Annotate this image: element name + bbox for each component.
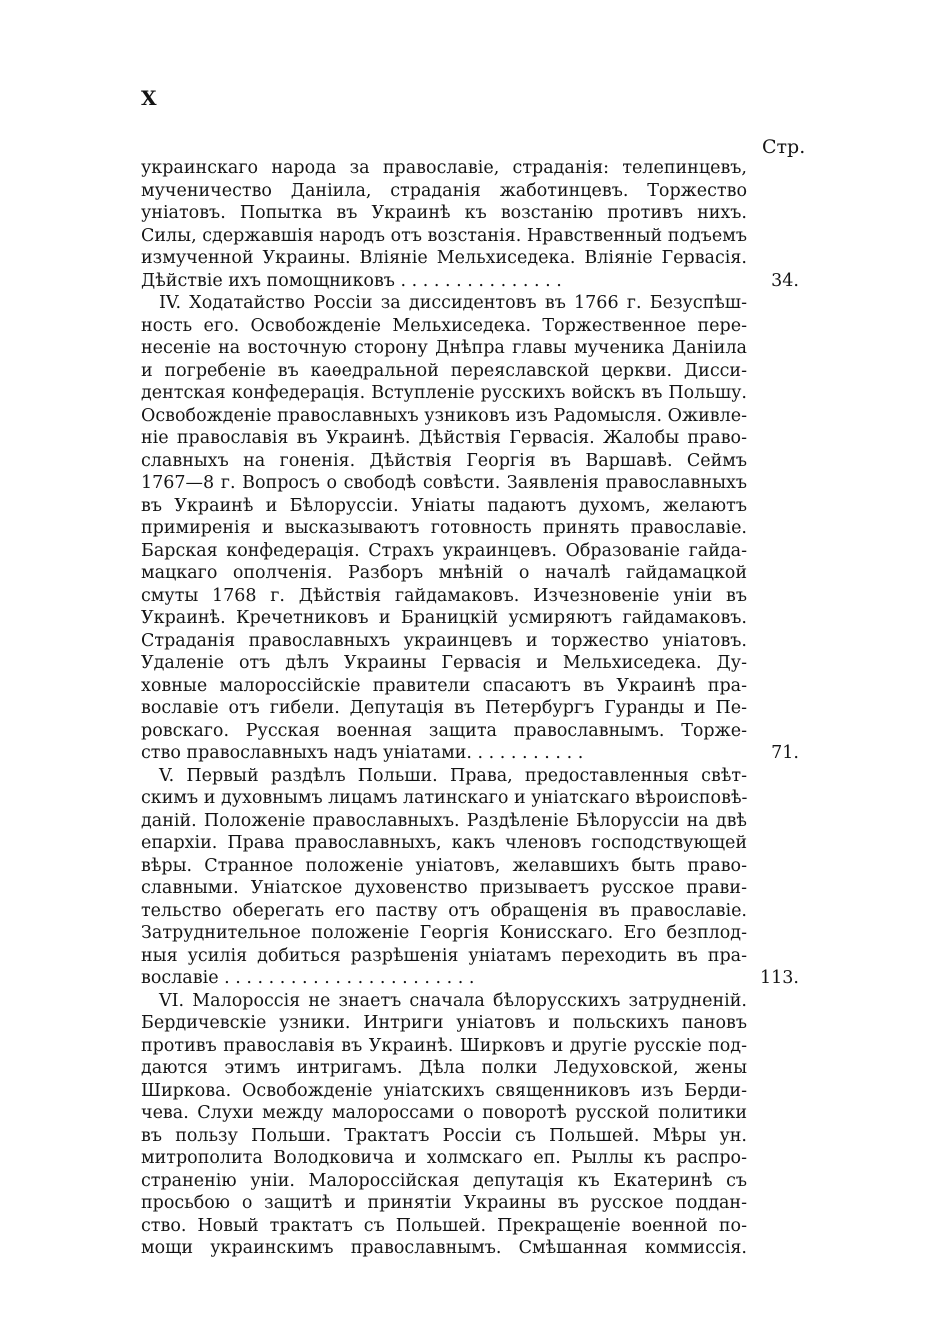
toc-line: уніатовъ. Попытка въ Украинѣ къ возстанію противъ нихъ.	[141, 203, 747, 223]
toc-page-number: 113.	[760, 968, 799, 988]
toc-line: ность его. Освобожденіе Мельхиседека. Торжественное пере-	[141, 315, 747, 336]
toc-entry-chapter-vi	[141, 990, 799, 1260]
toc-line: въ пользу Польши. Трактатъ Россіи съ Польшей. Мѣры ун.	[141, 1125, 747, 1146]
toc-line: тельство оберегать его паству отъ обращенія въ православіе.	[141, 900, 747, 921]
toc-line-text: IV. Ходатайство Россіи за диссидентовъ въ 1766 г. Безуспѣш-	[159, 293, 747, 313]
toc-line: ровскаго. Русская военная защита православнымъ. Торже-	[141, 720, 747, 741]
toc-line: даются этимъ интригамъ. Дѣла полки Ледуховской, жены	[141, 1058, 747, 1078]
toc-entry-chapter-iv	[141, 292, 799, 765]
toc-line: славными. Уніатское духовенство призываетъ русское прави-	[141, 878, 747, 898]
toc-line: вославіе отъ гибели. Депутація въ Петербургъ Гуранды и Пе-	[141, 698, 747, 718]
toc-line: украинскаго народа за православіе, страданія: телепинцевъ,	[141, 158, 747, 178]
toc-line: Дѣйствіе ихъ помощниковъ . . . . . . . . . . . . . . .	[141, 270, 562, 291]
toc-line: примиренія и высказываютъ готовность принять православіе.	[141, 518, 747, 538]
toc-line: измученной Украины. Вліяніе Мельхиседека. Вліяніе Гервасія.	[141, 248, 747, 268]
toc-line: Удаленіе отъ дѣлъ Украины Гервасія и Мельхиседека. Ду-	[141, 653, 747, 673]
toc-line	[141, 765, 747, 788]
toc-line: противъ православія въ Украинѣ. Ширковъ и другіе русскіе под-	[141, 1035, 747, 1056]
toc-line: митрополита Володковича и холмскаго еп. Рыллы къ распро-	[141, 1148, 747, 1168]
toc-line: епархіи. Права православныхъ, какъ членовъ господствующей	[141, 833, 747, 853]
table-of-contents	[141, 157, 799, 1260]
toc-line: ство православныхъ надъ уніатами. . . . . . . . . . .	[141, 743, 584, 763]
toc-line: страненію уніи. Малороссійская депутація къ Екатеринѣ съ	[141, 1170, 747, 1191]
toc-line-text: VI. Малороссія не знаетъ сначала бѣлорусскихъ затрудненій.	[159, 990, 747, 1011]
toc-line: Украинѣ. Кречетниковъ и Браницкій усмиряютъ гайдамаковъ.	[141, 608, 747, 628]
toc-line: Затруднительное положеніе Георгія Конисскаго. Его безплод-	[141, 923, 747, 943]
toc-line: вѣры. Странное положеніе уніатовъ, желавшихъ быть право-	[141, 855, 747, 876]
toc-line: Страданія православныхъ украинцевъ и торжество уніатовъ.	[141, 630, 747, 651]
toc-line: вославіе . . . . . . . . . . . . . . . . . . . . . . .	[141, 968, 475, 988]
toc-line: ховные малороссійскіе правители спасаютъ въ Украинѣ пра-	[141, 675, 747, 696]
toc-line: ныя усилія добиться разрѣшенія уніатамъ переходить въ пра-	[141, 945, 747, 966]
toc-line: даній. Положеніе православныхъ. Раздѣленіе Бѣлоруссіи на двѣ	[141, 810, 747, 831]
toc-line: Силы, сдержавшія народъ отъ возстанія. Нравственный подъемъ	[141, 225, 747, 246]
toc-line	[141, 292, 747, 315]
toc-line: ніе православія въ Украинѣ. Дѣйствія Гервасія. Жалобы право-	[141, 428, 747, 448]
toc-entry-continuation	[141, 157, 799, 292]
toc-page-number: 71.	[771, 743, 799, 763]
toc-line: скимъ и духовнымъ лицамъ латинскаго и уніатскаго вѣроисповѣ-	[141, 788, 747, 808]
toc-line: дентская конфедерація. Вступленіе русскихъ войскъ въ Польшу.	[141, 383, 747, 403]
toc-line: Бердичевскіе узники. Интриги уніатовъ и польскихъ пановъ	[141, 1013, 747, 1033]
toc-line: Барская конфедерація. Страхъ украинцевъ. Образованіе гайда-	[141, 540, 747, 561]
toc-line	[141, 990, 747, 1013]
toc-line: просьбою о защитѣ и принятіи Украины въ русское поддан-	[141, 1193, 747, 1213]
toc-line: славныхъ на гоненія. Дѣйствія Георгія въ Варшавѣ. Сеймъ	[141, 450, 747, 471]
page-column-label: Стр.	[762, 136, 806, 158]
toc-line: и погребеніе въ каѳедральной переяславской церкви. Дисси-	[141, 360, 747, 381]
toc-line: чева. Слухи между малороссами о поворотѣ русской политики	[141, 1103, 747, 1123]
toc-line: мученичество Даніила, страданія жаботинцевъ. Торжество	[141, 180, 747, 201]
toc-line-text: V. Первый раздѣлъ Польши. Права, предоставленныя свѣт-	[159, 765, 747, 786]
page-number: X	[141, 86, 157, 110]
toc-line: мацкаго ополченія. Разборъ мнѣній о началѣ гайдамацкой	[141, 563, 747, 583]
toc-page-number: 34.	[771, 270, 799, 291]
toc-line: ство. Новый трактатъ съ Польшей. Прекращеніе военной по-	[141, 1215, 747, 1236]
toc-line: въ Украинѣ и Бѣлоруссіи. Уніаты падаютъ духомъ, желаютъ	[141, 495, 747, 516]
toc-line: несеніе на восточную сторону Днѣпра главы мученика Даніила	[141, 338, 747, 358]
toc-line: Освобожденіе православныхъ узниковъ изъ Радомысля. Оживле-	[141, 405, 747, 426]
toc-line: 1767—8 г. Вопросъ о свободѣ совѣсти. Заявленія православныхъ	[141, 473, 747, 493]
toc-entry-chapter-v	[141, 765, 799, 990]
toc-line: Ширкова. Освобожденіе уніатскихъ священниковъ изъ Берди-	[141, 1080, 747, 1101]
toc-line: мощи украинскимъ православнымъ. Смѣшанная коммиссія.	[141, 1238, 747, 1258]
toc-line: смуты 1768 г. Дѣйствія гайдамаковъ. Изчезновеніе уніи въ	[141, 585, 747, 606]
